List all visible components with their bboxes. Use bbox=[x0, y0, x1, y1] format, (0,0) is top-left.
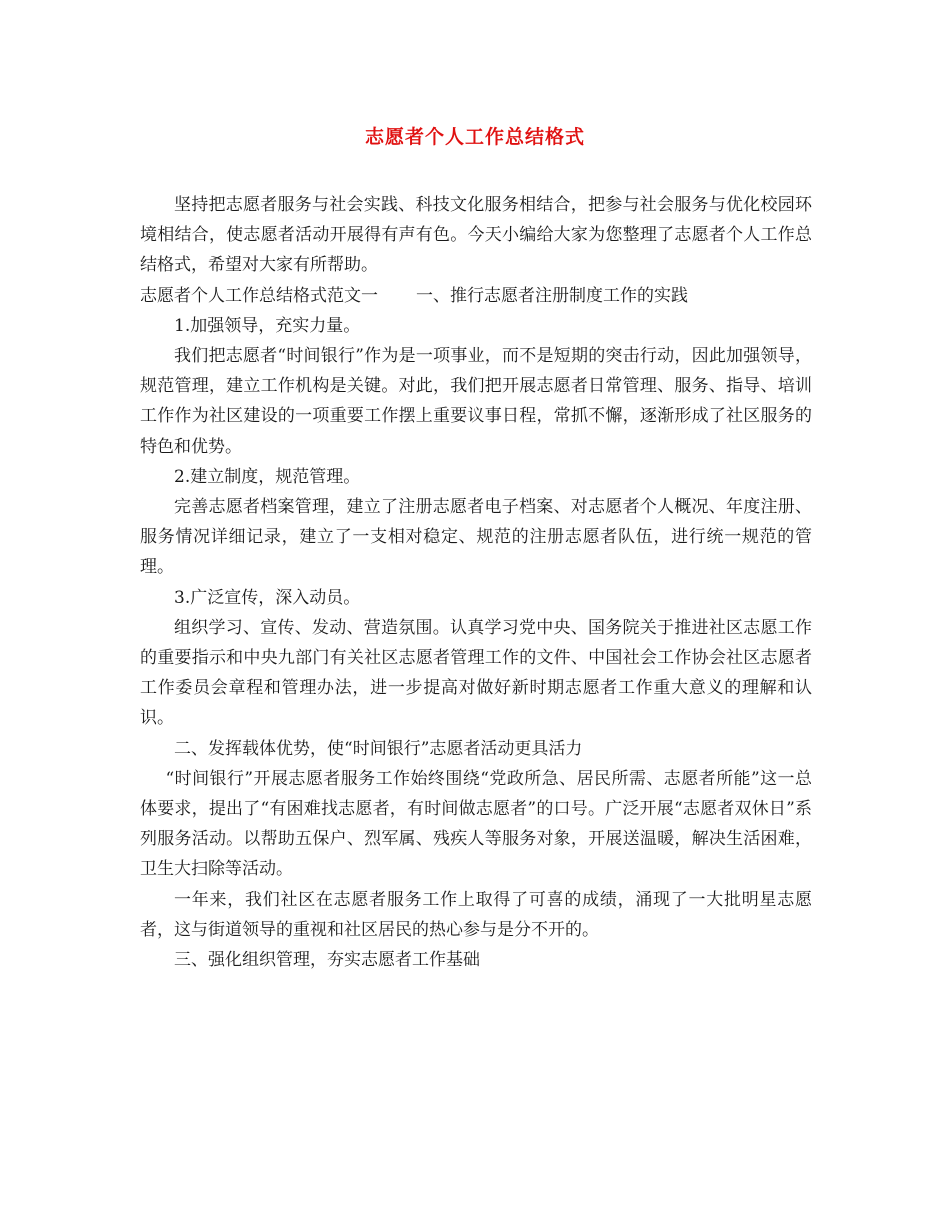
sample-heading-line bbox=[140, 281, 812, 311]
intro-paragraph: 坚持把志愿者服务与社会实践、科技文化服务相结合，把参与社会服务与优化校园环境相结合，使志愿者活动开展得有声有色。今天小编给大家为您整理了志愿者个人工作总结格式，希望对大家有所帮助。 bbox=[140, 195, 812, 276]
item1-heading: 1.加强领导，充实力量。 bbox=[174, 315, 361, 336]
section2-heading: 二、发挥载体优势，使“时间银行”志愿者活动更具活力 bbox=[174, 738, 583, 759]
item3-body: 组织学习、宣传、发动、营造氛围。认真学习党中央、国务院关于推进社区志愿工作的重要指示和中央九部门有关社区志愿者管理工作的文件、中国社会工作协会社区志愿者工作委员会章程和管理办法，进一步提高对做好新时期志愿者工作重大意义的理解和认识。 bbox=[140, 617, 812, 729]
item3-heading: 3.广泛宣传，深入动员。 bbox=[174, 587, 361, 608]
item2-body: 完善志愿者档案管理，建立了注册志愿者电子档案、对志愿者个人概况、年度注册、服务情况详细记录，建立了一支相对稳定、规范的注册志愿者队伍，进行统一规范的管理。 bbox=[140, 497, 812, 578]
summary-paragraph: 一年来，我们社区在志愿者服务工作上取得了可喜的成绩，涌现了一大批明星志愿者，这与街道领导的重视和社区居民的热心参与是分不开的。 bbox=[140, 889, 812, 940]
document-title: 志愿者个人工作总结格式 bbox=[364, 126, 585, 148]
section3-heading: 三、强化组织管理，夯实志愿者工作基础 bbox=[174, 950, 480, 971]
item1-body: 我们把志愿者“时间银行”作为是一项事业，而不是短期的突击行动，因此加强领导，规范管理，建立工作机构是关键。对此，我们把开展志愿者日常管理、服务、指导、培训工作作为社区建设的一项重要工作摆上重要议事日程，常抓不懈，逐渐形成了社区服务的特色和优势。 bbox=[140, 346, 812, 457]
document-body bbox=[140, 190, 812, 975]
item2-heading: 2.建立制度，规范管理。 bbox=[174, 466, 361, 487]
section1-heading: 一、推行志愿者注册制度工作的实践 bbox=[416, 285, 688, 306]
sample-label: 志愿者个人工作总结格式范文一 bbox=[140, 285, 378, 306]
section2-body: “时间银行”开展志愿者服务工作始终围绕“党政所急、居民所需、志愿者所能”这一总体要求，提出了“有困难找志愿者，有时间做志愿者”的口号。广泛开展“志愿者双休日”系列服务活动。以帮助五保户、烈军属、残疾人等服务对象，开展送温暖，解决生活困难，卫生大扫除等活动。 bbox=[140, 768, 812, 880]
